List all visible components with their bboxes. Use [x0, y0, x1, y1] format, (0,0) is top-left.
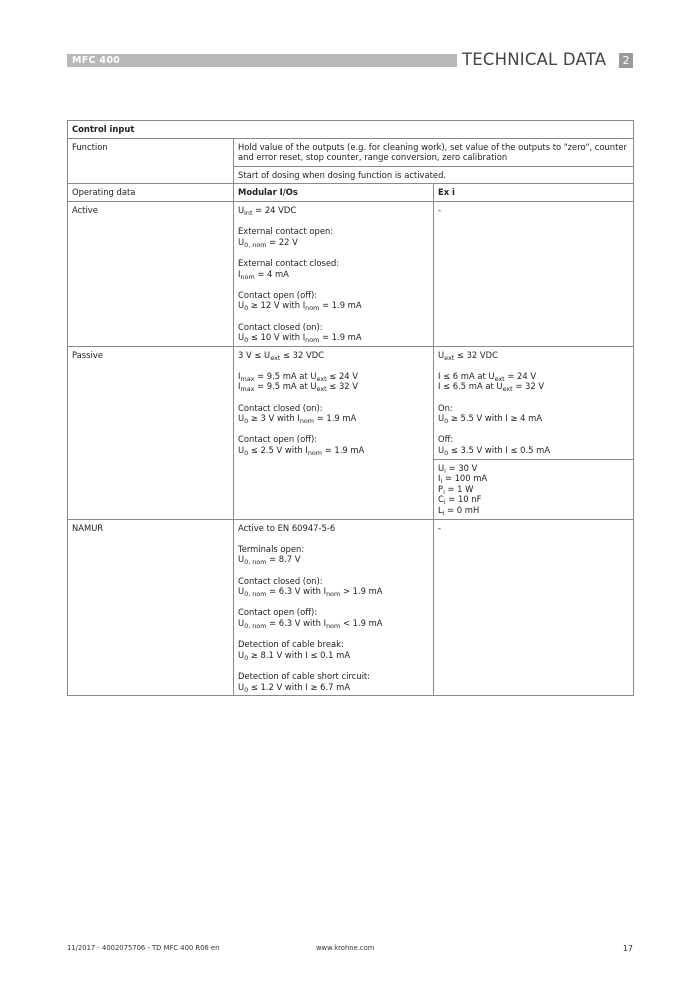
passive-exi-cell	[434, 346, 634, 459]
table-row	[68, 184, 634, 202]
text-line: Contact closed (on):	[238, 575, 323, 586]
value-line: $U_0 \le 3.5$ V with I ≤ 0.5 mA	[438, 445, 551, 458]
text-line: External contact closed:	[238, 257, 340, 268]
namur-modular-cell	[234, 519, 434, 696]
value-line: I ≤ 6 mA at $U_{ext} = 24$ V	[438, 370, 537, 383]
text-line: Detection of cable break:	[238, 639, 344, 650]
section-title: Control input	[68, 121, 634, 139]
passive-modular-cell	[234, 346, 434, 519]
column-header-modular: Modular I/Os	[234, 184, 434, 202]
namur-exi-cell: -	[434, 519, 634, 696]
value-line: $U_{0, nom} = 8.7$ V	[238, 554, 301, 567]
text-line: Terminals open:	[238, 543, 305, 554]
table-row	[68, 201, 634, 346]
value-line: $U_{int} = 24$ VDC	[238, 204, 297, 217]
text-line: Contact open (off):	[238, 607, 318, 618]
text-line: Contact closed (on):	[238, 402, 323, 413]
text-line: Contact open (off):	[238, 289, 318, 300]
row-label-passive: Passive	[68, 346, 234, 519]
footer-website-link[interactable]: www.krohne.com	[316, 944, 375, 952]
row-label-operating-data: Operating data	[68, 184, 234, 202]
active-modular-cell	[234, 201, 434, 346]
value-line: $I_{max} = 9.5$ mA at $U_{ext} \le 32$ V	[238, 381, 359, 394]
table-row	[68, 346, 634, 459]
page-number: 17	[622, 944, 633, 953]
dosing-text: Start of dosing when dosing function is activated.	[234, 166, 634, 184]
value-line: $U_{0, nom} = 22$ V	[238, 236, 298, 249]
text-line: On:	[438, 402, 453, 413]
value-line: $C_i = 10$ nF	[438, 494, 482, 507]
control-input-table	[67, 120, 634, 696]
text-line: Detection of cable short circuit:	[238, 670, 370, 681]
value-line: $U_{0, nom} = 6.3$ V with $I_{nom} < 1.9$ mA	[238, 617, 383, 630]
value-line: $I_{nom} = 4$ mA	[238, 268, 289, 281]
value-line: $I_{max} = 9.5$ mA at $U_{ext} \le 24$ V	[238, 370, 359, 383]
value-line: 3 $V \le U_{ext} \le 32$ VDC	[238, 349, 324, 362]
value-line: $U_0 \ge 12$ V with $I_{nom} = 1.9$ mA	[238, 300, 362, 313]
text-line: Contact open (off):	[238, 434, 318, 445]
header-bar	[67, 54, 457, 67]
page-header	[67, 52, 633, 69]
chapter-number: 2	[619, 53, 633, 68]
active-exi-cell: -	[434, 201, 634, 346]
section-header-row	[68, 121, 634, 139]
passive-exi-parameters-cell	[434, 459, 634, 519]
table-row	[68, 138, 634, 166]
footer-document-id: 11/2017 - 4002075706 - TD MFC 400 R06 en	[67, 944, 220, 952]
row-label-active: Active	[68, 201, 234, 346]
value-line: $U_0 \ge 3$ V with $I_{nom} = 1.9$ mA	[238, 413, 357, 426]
value-line: $L_i = 0$ mH	[438, 505, 480, 517]
table-row	[68, 519, 634, 696]
text-line: Off:	[438, 434, 454, 445]
function-text: Hold value of the outputs (e.g. for cleaning work), set value of the outputs to "zero", counter and error reset, stop counter, range conversion, zero calibration	[234, 138, 634, 166]
value-line: I ≤ 6.5 mA at $U_{ext} = 32$ V	[438, 381, 545, 394]
chapter-title: TECHNICAL DATA	[462, 50, 607, 69]
value-line: $U_{ext} \le 32$ VDC	[438, 349, 498, 362]
text-line: External contact open:	[238, 226, 334, 237]
value-line: $P_i = 1$ W	[438, 483, 474, 496]
value-line: $U_0 \ge 8.1$ V with I ≤ 0.1 mA	[238, 649, 351, 662]
value-line: $U_{0, nom} = 6.3$ V with $I_{nom} > 1.9$ mA	[238, 586, 383, 599]
product-model: MFC 400	[72, 55, 121, 66]
row-label-function: Function	[68, 138, 234, 184]
row-label-namur: NAMUR	[68, 519, 234, 696]
text-line: Contact closed (on):	[238, 321, 323, 332]
value-line: $U_0 \ge 5.5$ V with I ≥ 4 mA	[438, 413, 543, 426]
text-line: Active to EN 60947-5-6	[238, 522, 336, 533]
column-header-exi: Ex i	[434, 184, 634, 202]
value-line: $I_i = 100$ mA	[438, 473, 488, 486]
value-line: $U_0 \le 2.5$ V with $I_{nom} = 1.9$ mA	[238, 445, 365, 458]
value-line: $U_i = 30$ V	[438, 462, 478, 475]
value-line: $U_0 \le 10$ V with $I_{nom} = 1.9$ mA	[238, 332, 362, 345]
value-line: $U_0 \le 1.2$ V with I ≥ 6.7 mA	[238, 681, 351, 694]
